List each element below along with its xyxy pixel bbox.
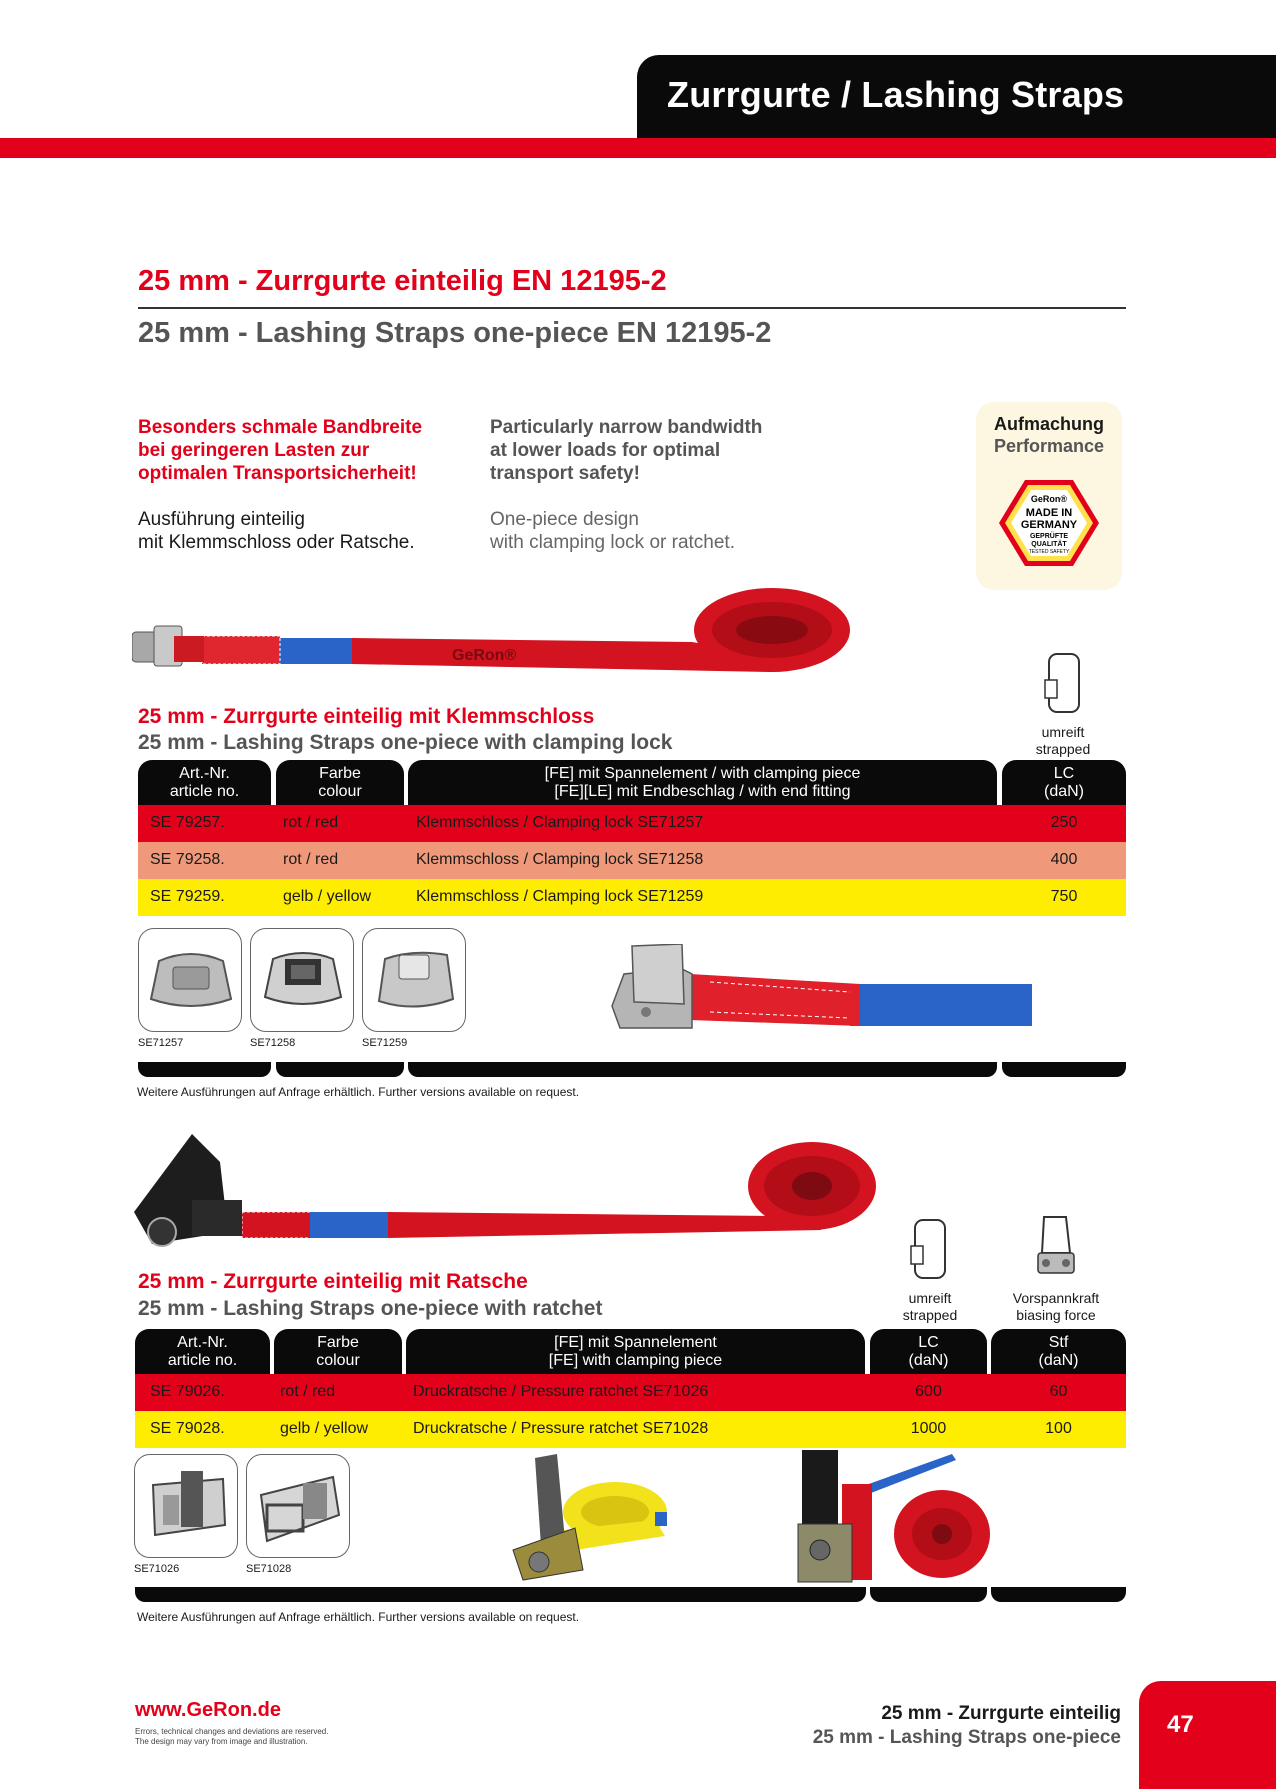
ratchet-thumbnail bbox=[134, 1454, 238, 1558]
table-row bbox=[138, 879, 1126, 916]
page-number: 47 bbox=[1167, 1711, 1194, 1738]
footer-title-german: 25 mm - Zurrgurte einteilig bbox=[881, 1703, 1121, 1724]
performance-box bbox=[976, 402, 1122, 590]
section1-footer-bar bbox=[138, 1062, 271, 1077]
table-row bbox=[138, 805, 1126, 842]
section1-header-description: [FE] mit Spannelement / with clamping piece [FE][LE] mit Endbeschlag / with end fitting bbox=[408, 760, 997, 805]
cell-description: Klemmschloss / Clamping lock SE71258 bbox=[416, 851, 704, 868]
yellow-ratchet-strap-image bbox=[505, 1450, 675, 1583]
page-header-title: Zurrgurte / Lashing Straps bbox=[667, 74, 1125, 115]
cell-stf: 100 bbox=[1045, 1420, 1072, 1437]
section1-header-colour: Farbe colour bbox=[276, 760, 404, 805]
section1-header-art-no: Art.-Nr. article no. bbox=[138, 760, 271, 805]
cell-lc: 600 bbox=[915, 1383, 942, 1400]
cell-art-no: SE 79028. bbox=[150, 1420, 225, 1437]
intro-german-bold: Besonders schmale Bandbreite bei geringeren Lasten zur optimalen Transportsicherheit! bbox=[138, 417, 423, 484]
ratchet-thumbnail bbox=[246, 1454, 350, 1558]
intro-english-bold: Particularly narrow bandwidth at lower loads for optimal transport safety! bbox=[490, 417, 763, 484]
clamp-lock-thumbnail bbox=[362, 928, 466, 1032]
table-row bbox=[135, 1374, 1126, 1411]
footer-title-english: 25 mm - Lashing Straps one-piece bbox=[812, 1727, 1121, 1748]
cell-lc: 250 bbox=[1050, 814, 1078, 831]
section2-header-lc: LC (daN) bbox=[870, 1329, 987, 1374]
ratchet-icon bbox=[247, 1455, 350, 1558]
strapped-icon bbox=[909, 1216, 949, 1282]
section2-biasing-force-caption: Vorspannkraft biasing force bbox=[1012, 1290, 1100, 1323]
section1-strapped-caption: umreift strapped bbox=[1035, 724, 1091, 757]
section2-heading-english: 25 mm - Lashing Straps one-piece with ratchet bbox=[138, 1297, 603, 1320]
clamp-lock-icon bbox=[363, 929, 466, 1032]
cell-lc: 750 bbox=[1050, 888, 1078, 905]
section2-footer-bar bbox=[135, 1587, 866, 1602]
clamp-lock-thumbnail bbox=[250, 928, 354, 1032]
seal-text-made-in: MADE IN bbox=[1025, 507, 1073, 519]
ratchet-strap-product-image bbox=[132, 1132, 882, 1250]
section1-footer-bar bbox=[408, 1062, 997, 1077]
cell-art-no: SE 79026. bbox=[150, 1383, 225, 1400]
table-row bbox=[138, 842, 1126, 879]
clamp-lock-detail-image bbox=[610, 944, 1032, 1036]
title-german: 25 mm - Zurrgurte einteilig EN 12195-2 bbox=[138, 265, 667, 297]
performance-label-german: Aufmachung bbox=[994, 414, 1104, 434]
cell-description: Klemmschloss / Clamping lock SE71257 bbox=[416, 814, 704, 831]
section1-footer-bar bbox=[276, 1062, 404, 1077]
intro-english-normal: One-piece design with clamping lock or ratchet. bbox=[490, 509, 735, 553]
cell-colour: gelb / yellow bbox=[283, 888, 372, 905]
clamp-lock-thumbnail bbox=[138, 928, 242, 1032]
section1-header-lc: LC (daN) bbox=[1002, 760, 1126, 805]
section2-note: Weitere Ausführungen auf Anfrage erhältlich. Further versions available on request. bbox=[137, 1610, 580, 1624]
ratchet-icon bbox=[135, 1455, 238, 1558]
cell-colour: rot / red bbox=[283, 814, 339, 831]
section2-strapped-caption: umreift strapped bbox=[902, 1290, 958, 1323]
section2-heading-german: 25 mm - Zurrgurte einteilig mit Ratsche bbox=[138, 1270, 528, 1293]
thumbnail-label: SE71257 bbox=[138, 1037, 184, 1049]
section1-heading-english: 25 mm - Lashing Straps one-piece with clamping lock bbox=[138, 731, 673, 754]
section1-note: Weitere Ausführungen auf Anfrage erhältlich. Further versions available on request. bbox=[137, 1085, 580, 1099]
section2-footer-bar bbox=[991, 1587, 1126, 1602]
cell-art-no: SE 79259. bbox=[150, 888, 225, 905]
footer-website-link[interactable]: www.GeRon.de bbox=[135, 1699, 281, 1721]
thumbnail-label: SE71259 bbox=[362, 1037, 408, 1049]
made-in-germany-seal-icon bbox=[997, 478, 1101, 568]
red-ratchet-strap-image bbox=[792, 1450, 998, 1586]
cell-colour: rot / red bbox=[280, 1383, 336, 1400]
cell-description: Druckratsche / Pressure ratchet SE71026 bbox=[413, 1383, 709, 1400]
performance-label-english: Performance bbox=[993, 436, 1105, 456]
header-red-bar bbox=[0, 138, 1276, 158]
cell-lc: 400 bbox=[1050, 851, 1078, 868]
intro-german-normal: Ausführung einteilig mit Klemmschloss oder Ratsche. bbox=[138, 509, 415, 553]
clamp-lock-icon bbox=[251, 929, 354, 1032]
strapped-icon bbox=[1043, 650, 1083, 716]
cell-description: Klemmschloss / Clamping lock SE71259 bbox=[416, 888, 704, 905]
section2-header-stf: Stf (daN) bbox=[991, 1329, 1126, 1374]
cell-colour: rot / red bbox=[283, 851, 339, 868]
thumbnail-label: SE71026 bbox=[134, 1563, 180, 1575]
section2-header-description: [FE] mit Spannelement [FE] with clamping piece bbox=[406, 1329, 865, 1374]
section1-footer-bar bbox=[1002, 1062, 1126, 1077]
clamp-strap-product-image bbox=[132, 578, 862, 676]
clamp-lock-icon bbox=[139, 929, 242, 1032]
cell-art-no: SE 79258. bbox=[150, 851, 225, 868]
section2-footer-bar bbox=[870, 1587, 987, 1602]
cell-lc: 1000 bbox=[910, 1420, 947, 1437]
thumbnail-label: SE71258 bbox=[250, 1037, 296, 1049]
seal-text-brand: GeRon® bbox=[1030, 494, 1068, 504]
cell-art-no: SE 79257. bbox=[150, 814, 225, 831]
strap-brand-print: GeRon® bbox=[452, 647, 517, 664]
ratchet-biasing-force-icon bbox=[1030, 1213, 1082, 1283]
seal-text-tested: TESTED SAFETY bbox=[1028, 549, 1070, 555]
seal-text-germany: GERMANY bbox=[1020, 519, 1078, 531]
seal-text-qualitaet: QUALITÄT bbox=[1031, 541, 1067, 548]
cell-stf: 60 bbox=[1049, 1383, 1068, 1400]
title-divider bbox=[138, 307, 1126, 309]
cell-colour: gelb / yellow bbox=[280, 1420, 369, 1437]
seal-text-gepruefte: GEPRÜFTE bbox=[1029, 533, 1069, 540]
footer-disclaimer: Errors, technical changes and deviations are reserved. The design may vary from image and illustration. bbox=[135, 1727, 329, 1746]
section2-header-colour: Farbe colour bbox=[274, 1329, 402, 1374]
section2-header-art-no: Art.-Nr. article no. bbox=[135, 1329, 270, 1374]
page-number-tab bbox=[1139, 1681, 1276, 1789]
thumbnail-label: SE71028 bbox=[246, 1563, 292, 1575]
cell-description: Druckratsche / Pressure ratchet SE71028 bbox=[413, 1420, 709, 1437]
section1-heading-german: 25 mm - Zurrgurte einteilig mit Klemmschloss bbox=[138, 705, 595, 728]
table-row bbox=[135, 1411, 1126, 1448]
title-english: 25 mm - Lashing Straps one-piece EN 12195-2 bbox=[138, 317, 772, 349]
